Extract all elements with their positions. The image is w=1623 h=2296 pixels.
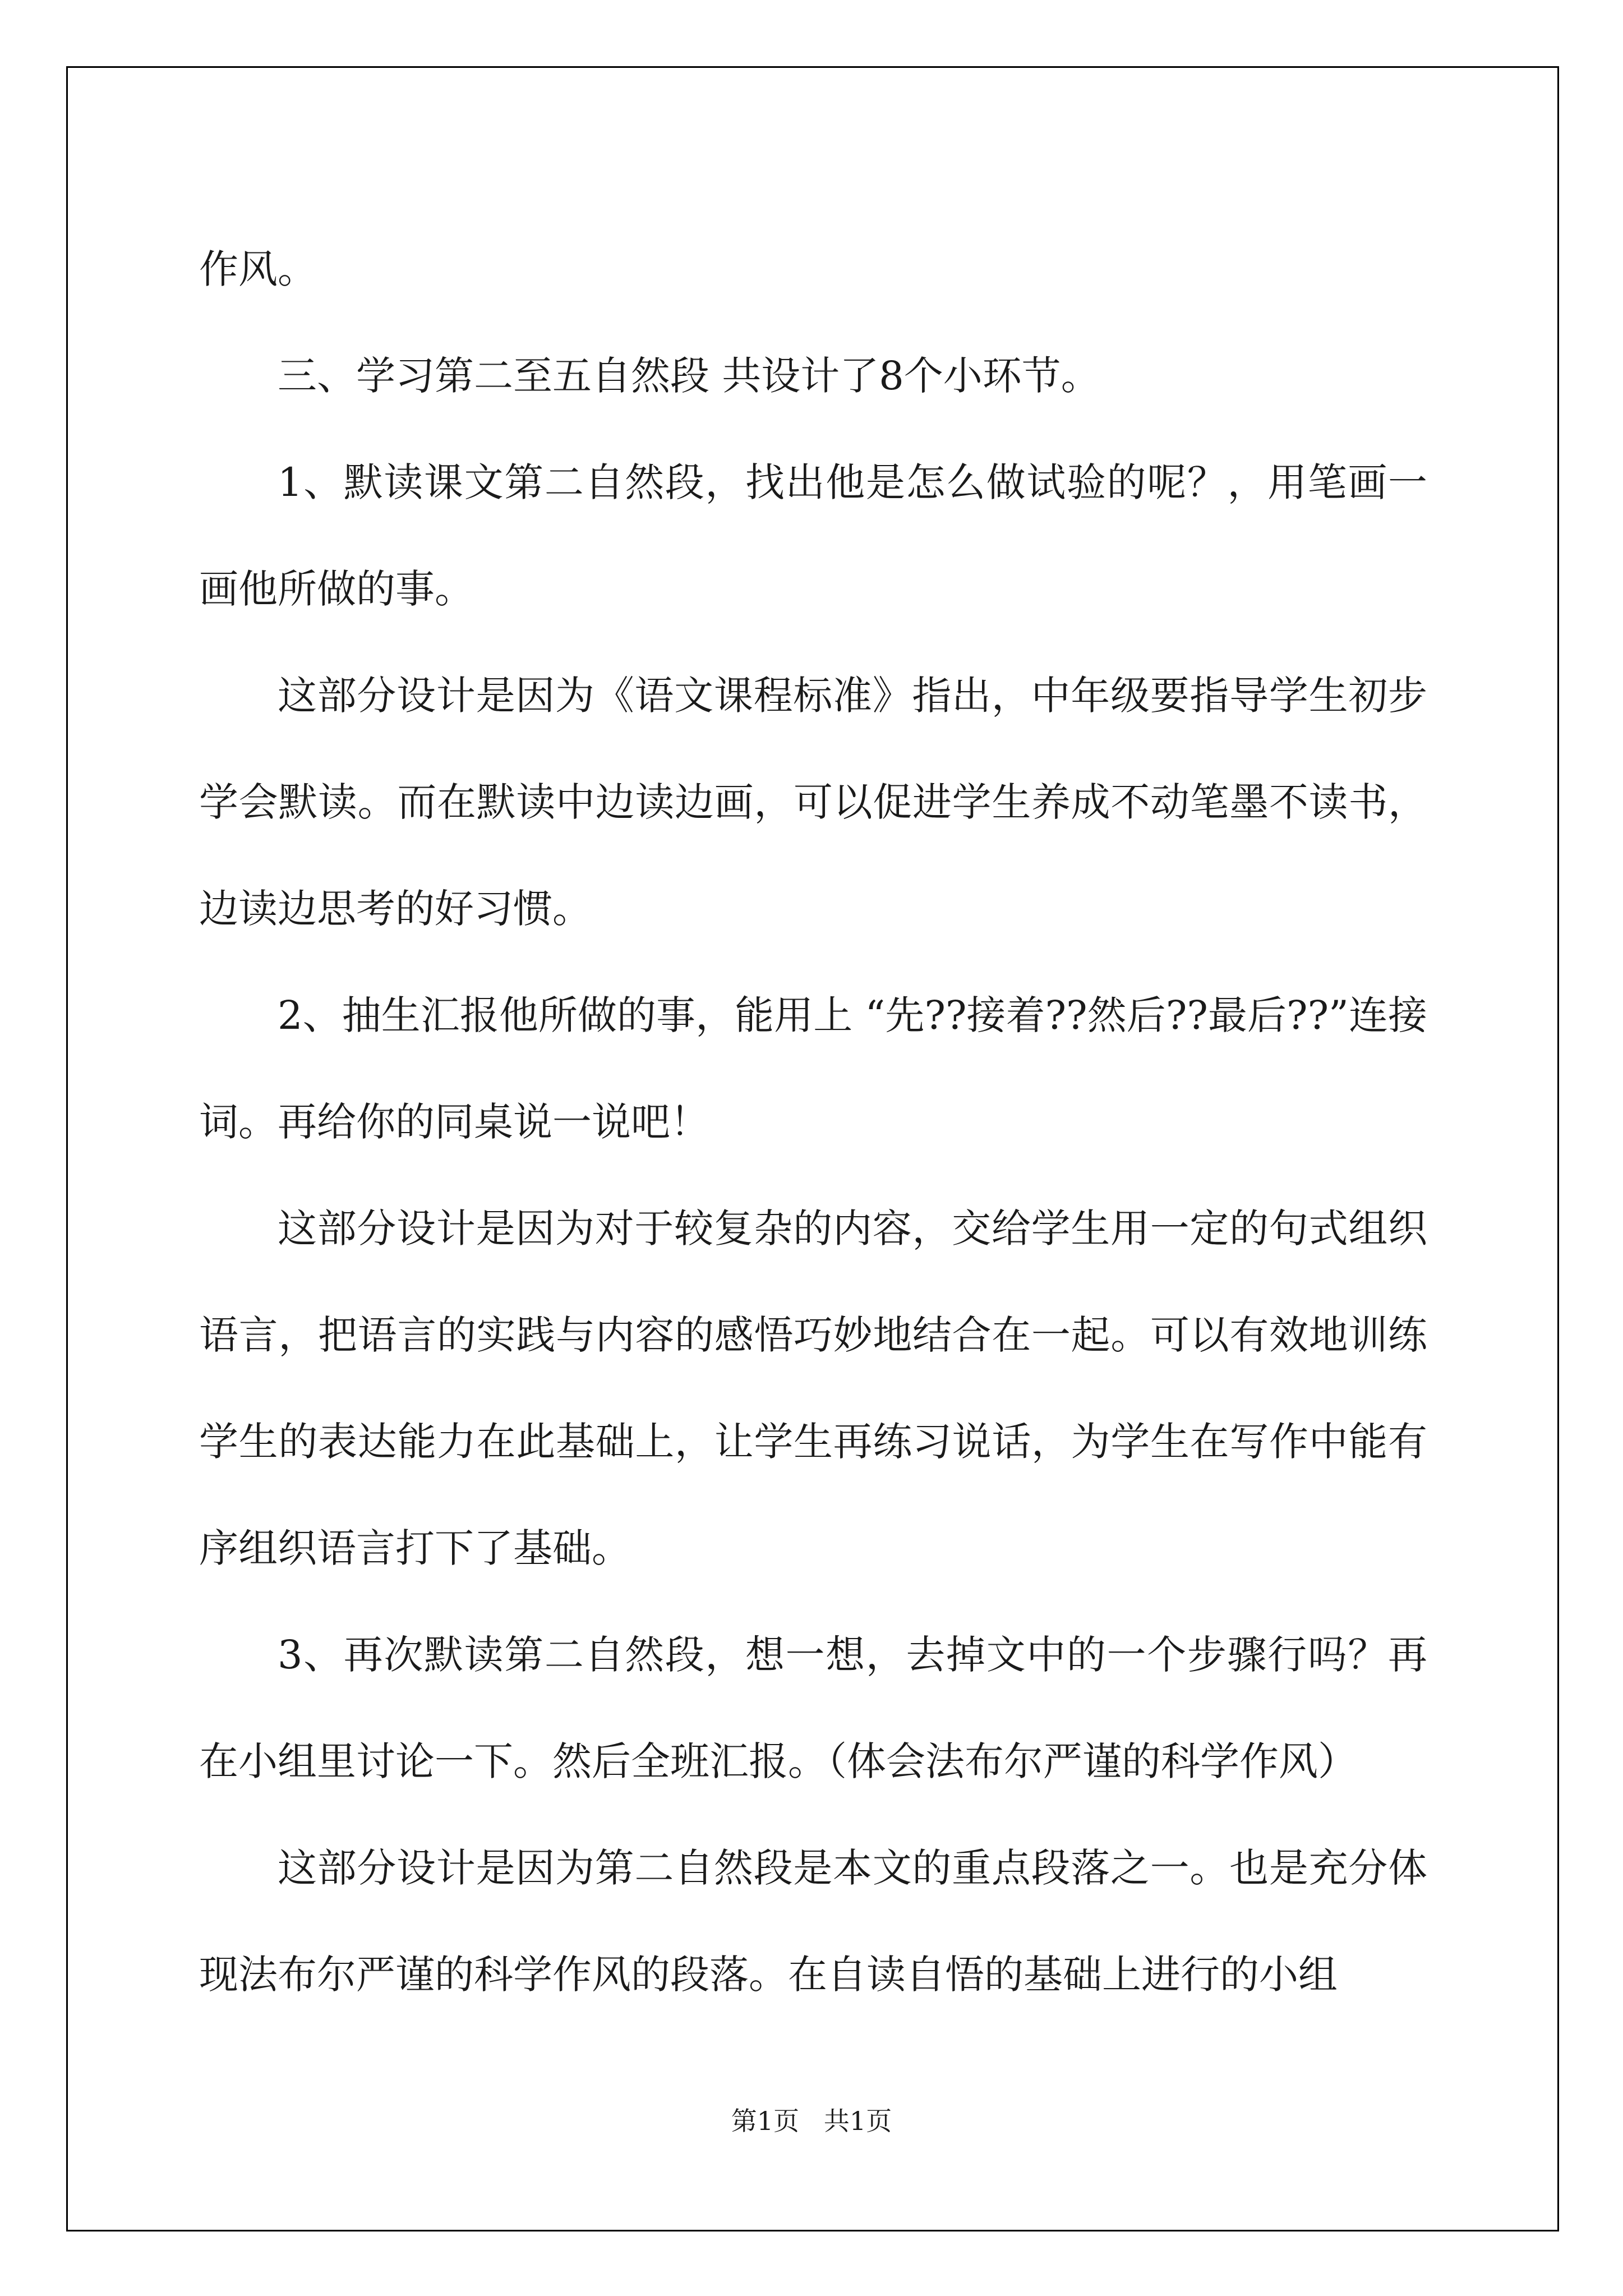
paragraph-8: 这部分设计是因为第二自然段是本文的重点段落之一。也是充分体现法布尔严谨的科学作风的段落。在自读自悟的基础上进行的小组 xyxy=(199,1845,1427,1998)
paragraph-4: 这部分设计是因为《语文课程标准》指出，中年级要指导学生初步学会默读。而在默读中边读边画，可以促进学生养成不动笔墨不读书，边读边思考的好习惯。 xyxy=(199,673,1427,932)
page-number-footer: 第1页 共1页 xyxy=(731,2106,892,2136)
paragraph-5: 2、抽生汇报他所做的事，能用上 “先??接着??然后??最后??”连接词。再给你的同桌说一说吧！ xyxy=(199,992,1427,1145)
paragraph-1: 作风。 xyxy=(199,246,317,292)
paragraph-3: 1、默读课文第二自然段，找出他是怎么做试验的呢？，用笔画一画他所做的事。 xyxy=(199,459,1427,612)
paragraph-6: 这部分设计是因为对于较复杂的内容，交给学生用一定的句式组织语言，把语言的实践与内容的感悟巧妙地结合在一起。可以有效地训练学生的表达能力在此基础上，让学生再练习说话，为学生在写作中能有序组织语言打下了基础。 xyxy=(199,1205,1427,1571)
paragraph-2: 三、学习第二至五自然段 共设计了8个小环节。 xyxy=(278,353,1100,399)
document-body xyxy=(199,216,1427,2028)
paragraph-7: 3、再次默读第二自然段，想一想，去掉文中的一个步骤行吗？再在小组里讨论一下。然后全班汇报。（体会法布尔严谨的科学作风） xyxy=(199,1632,1427,1784)
